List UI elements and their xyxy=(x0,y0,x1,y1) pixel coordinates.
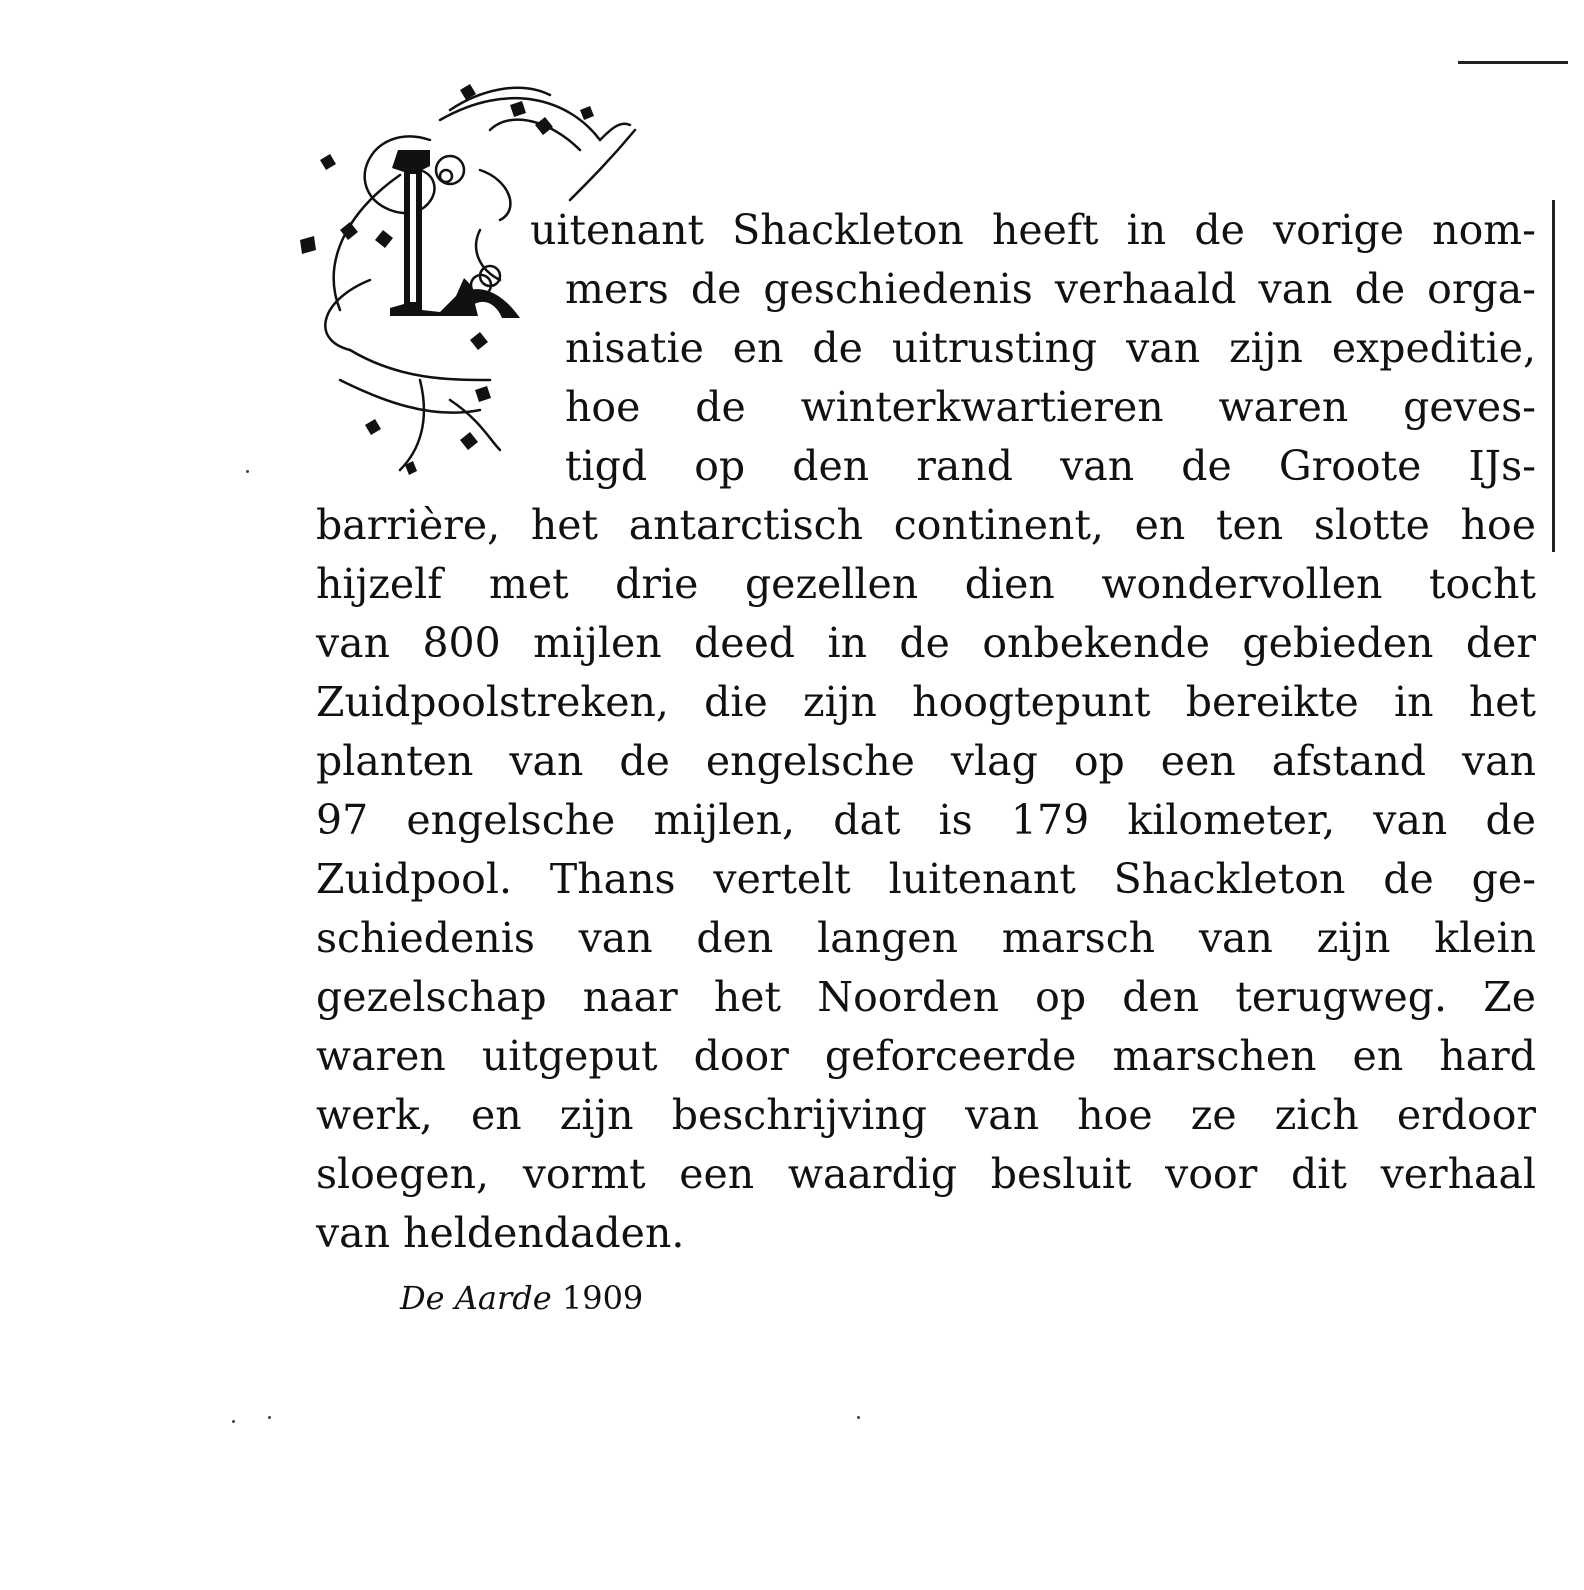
text-line-15: waren uitgeput door geforceerde marschen en hard xyxy=(316,1032,1536,1080)
text-line-18: van heldendaden. xyxy=(316,1209,685,1257)
text-line-14: gezelschap naar het Noorden op den terugweg. Ze xyxy=(316,973,1536,1021)
text-line-3: nisatie en de uitrusting van zijn expeditie, xyxy=(565,324,1536,372)
right-margin-rule xyxy=(1552,200,1555,552)
text-line-7: hijzelf met drie gezellen dien wondervollen tocht xyxy=(316,560,1536,608)
text-line-16: werk, en zijn beschrijving van hoe ze zich erdoor xyxy=(316,1091,1536,1139)
initial-capital-l xyxy=(390,150,520,318)
text-line-17: sloegen, vormt een waardig besluit voor dit verhaal xyxy=(316,1150,1536,1198)
text-line-8: van 800 mijlen deed in de onbekende gebieden der xyxy=(316,619,1536,667)
print-speck xyxy=(857,1416,860,1419)
text-line-12: Zuidpool. Thans vertelt luitenant Shackleton de ge- xyxy=(316,855,1536,903)
text-line-2: mers de geschiedenis verhaald van de orga- xyxy=(565,265,1536,313)
initial-leaf-ornaments xyxy=(300,84,594,475)
text-line-10: planten van de engelsche vlag op een afstand van xyxy=(316,737,1536,785)
text-line-11: 97 engelsche mijlen, dat is 179 kilometer, van de xyxy=(316,796,1536,844)
source-citation xyxy=(400,1278,643,1318)
source-year: 1909 xyxy=(561,1279,644,1317)
top-right-rule xyxy=(1458,61,1568,64)
print-speck xyxy=(232,1420,235,1423)
text-line-9: Zuidpoolstreken, die zijn hoogtepunt bereikte in het xyxy=(316,678,1536,726)
print-speck xyxy=(268,1416,271,1419)
text-line-1: uitenant Shackleton heeft in de vorige nom- xyxy=(530,206,1536,254)
text-line-6: barrière, het antarctisch continent, en ten slotte hoe xyxy=(316,501,1536,549)
text-line-13: schiedenis van den langen marsch van zijn klein xyxy=(316,914,1536,962)
text-line-5: tigd op den rand van de Groote IJs- xyxy=(565,442,1536,490)
print-speck xyxy=(246,470,249,473)
text-line-4: hoe de winterkwartieren waren geves- xyxy=(565,383,1536,431)
source-publication: De Aarde xyxy=(400,1279,552,1317)
